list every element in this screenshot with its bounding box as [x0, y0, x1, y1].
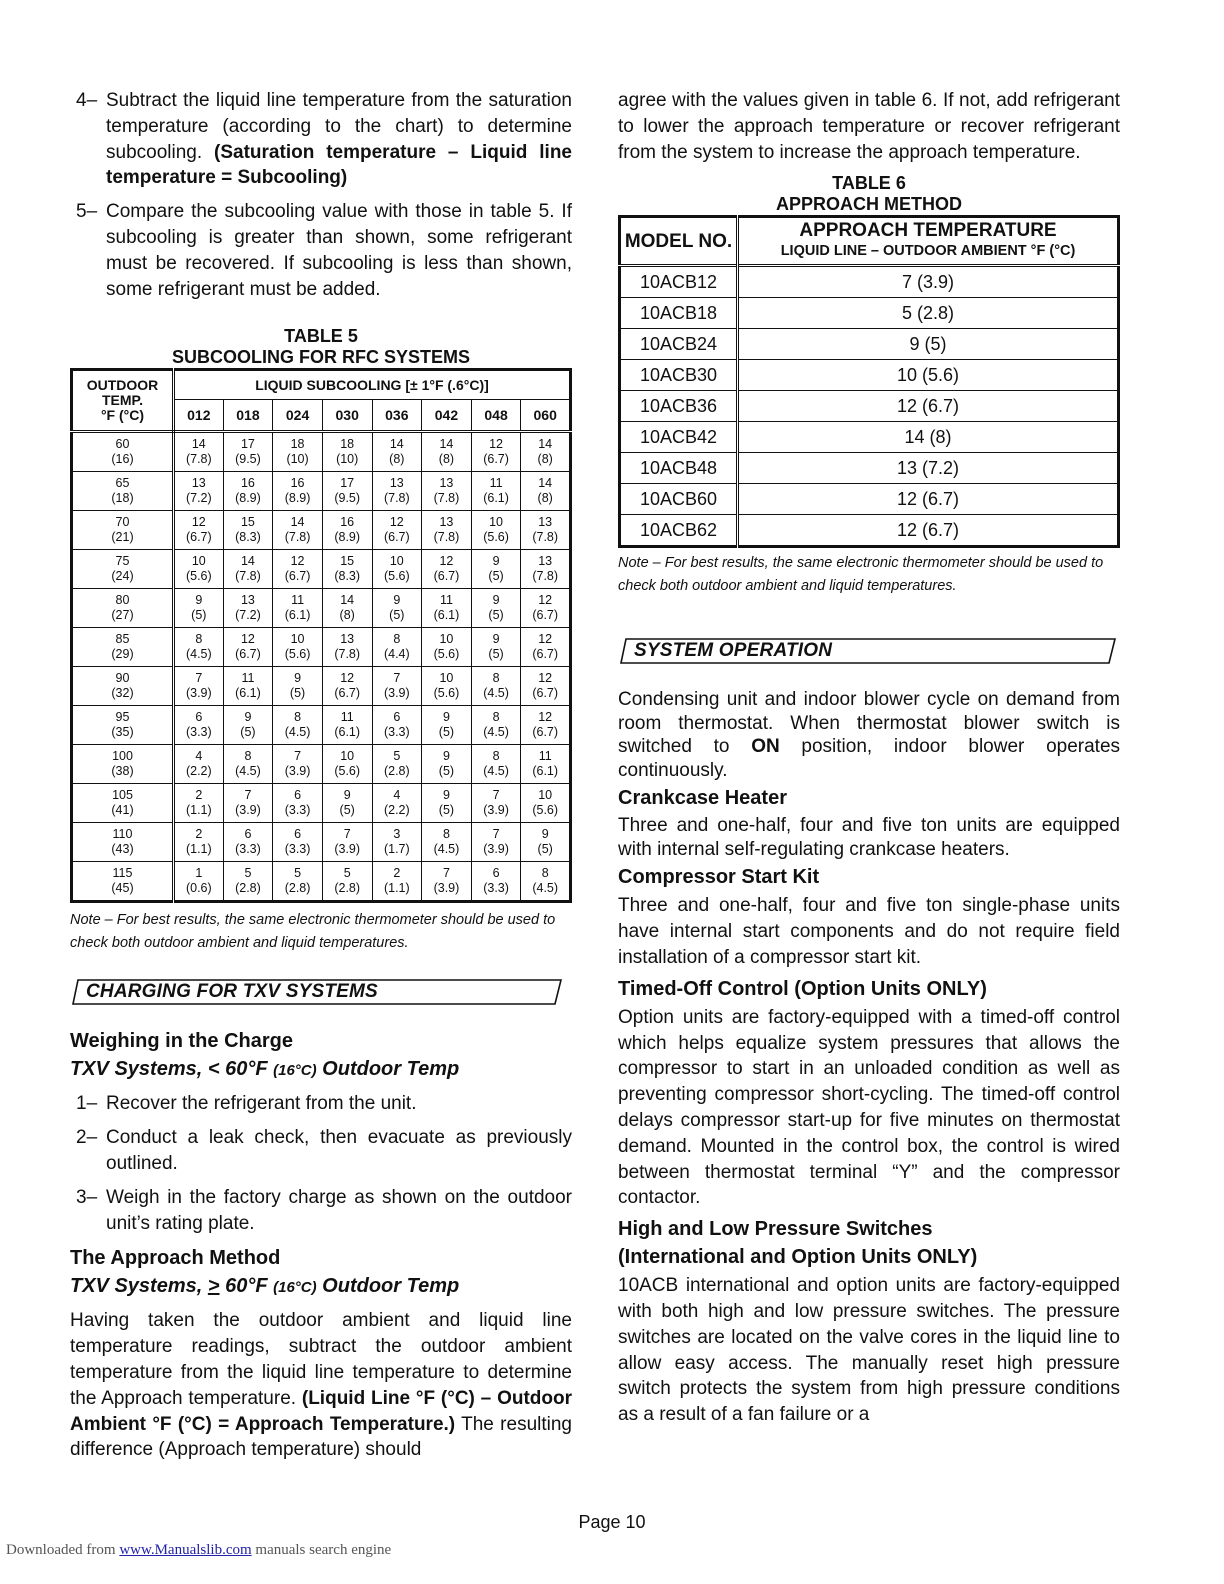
table-row	[72, 550, 571, 589]
table5-value-cell: 9 (5)	[223, 706, 273, 745]
step-item	[70, 1091, 572, 1117]
table5-value-cell: 14 (8)	[521, 432, 571, 472]
table-row	[620, 484, 1119, 515]
table-row	[72, 823, 571, 862]
table5-value-cell: 10 (5.6)	[422, 628, 472, 667]
table6-temp-cell: 12 (6.7)	[738, 515, 1119, 547]
pressure-switches-title: High and Low Pressure Switches (International and Option Units ONLY)	[618, 1218, 978, 1269]
table5-temp-cell: 90 (32)	[72, 667, 174, 706]
table5-value-cell: 17 (9.5)	[223, 432, 273, 472]
table5-value-cell: 8 (4.4)	[372, 628, 422, 667]
table5-value-cell: 13 (7.2)	[223, 589, 273, 628]
table5-value-cell: 13 (7.2)	[174, 472, 224, 511]
table5-value-cell: 6 (3.3)	[471, 862, 521, 902]
table5-value-cell: 8 (4.5)	[223, 745, 273, 784]
weighing-title: Weighing in the Charge	[70, 1030, 293, 1053]
table6-model-cell: 10ACB62	[620, 515, 738, 547]
table6-approach-header: APPROACH TEMPERATURE LIQUID LINE – OUTDOOR AMBIENT °F (°C)	[738, 217, 1119, 266]
step-number: 4–	[76, 90, 98, 111]
step-item	[70, 88, 572, 191]
pressure-switches-paragraph: 10ACB international and option units are factory-equipped with both high and low pressure switches. The pressure switches are located on the valve cores in the liquid line to allow easy access. The manually reset high pressure switch protects the system from high pressure conditions as a result of a fan failure or a	[618, 1275, 1120, 1426]
step-item	[70, 1125, 572, 1177]
table6-temp-cell: 14 (8)	[738, 422, 1119, 453]
table5-value-cell: 7 (3.9)	[174, 667, 224, 706]
table5-value-cell: 14 (7.8)	[223, 550, 273, 589]
table-row	[72, 472, 571, 511]
table-row	[620, 422, 1119, 453]
step-text: Conduct a leak check, then evacuate as previously outlined.	[106, 1127, 572, 1174]
table5-column-header: 042	[422, 400, 472, 432]
table5-temp-cell: 110 (43)	[72, 823, 174, 862]
table-row	[72, 862, 571, 902]
table5-value-cell: 5 (2.8)	[322, 862, 372, 902]
table-row	[72, 589, 571, 628]
table5-value-cell: 9 (5)	[422, 706, 472, 745]
table5-value-cell: 8 (4.5)	[471, 745, 521, 784]
table5-value-cell: 13 (7.8)	[372, 472, 422, 511]
table5-value-cell: 7 (3.9)	[322, 823, 372, 862]
table5-value-cell: 11 (6.1)	[521, 745, 571, 784]
table6-temp-cell: 7 (3.9)	[738, 266, 1119, 298]
table5-caption: TABLE 5 SUBCOOLING FOR RFC SYSTEMS	[171, 326, 470, 368]
step-item	[70, 1185, 572, 1237]
table5-value-cell: 14 (8)	[521, 472, 571, 511]
table5-value-cell: 14 (7.8)	[273, 511, 323, 550]
table6-temp-cell: 10 (5.6)	[738, 360, 1119, 391]
table5-value-cell: 2 (1.1)	[174, 784, 224, 823]
table-row	[620, 266, 1119, 298]
table-row	[72, 432, 571, 472]
table5-temp-cell: 85 (29)	[72, 628, 174, 667]
table5-column-header: 048	[471, 400, 521, 432]
table5-value-cell: 2 (1.1)	[174, 823, 224, 862]
table5-value-cell: 12 (6.7)	[521, 589, 571, 628]
table5-value-cell: 8 (4.5)	[471, 706, 521, 745]
table5-column-header: 036	[372, 400, 422, 432]
table5-value-cell: 9 (5)	[422, 745, 472, 784]
table5-value-cell: 13 (7.8)	[422, 472, 472, 511]
table6-model-cell: 10ACB24	[620, 329, 738, 360]
table5-value-cell: 12 (6.7)	[521, 706, 571, 745]
table5-value-cell: 7 (3.9)	[422, 862, 472, 902]
step-number: 2–	[76, 1127, 98, 1149]
table5-value-cell: 8 (4.5)	[174, 628, 224, 667]
table-row	[72, 511, 571, 550]
table-row	[620, 298, 1119, 329]
table5-value-cell: 11 (6.1)	[322, 706, 372, 745]
table5-value-cell: 6 (3.3)	[174, 706, 224, 745]
table6-temp-cell: 13 (7.2)	[738, 453, 1119, 484]
table5-column-header: 060	[521, 400, 571, 432]
table5-column-header: 024	[273, 400, 323, 432]
table5-value-cell: 16 (8.9)	[223, 472, 273, 511]
manualslib-link[interactable]: www.Manualslib.com	[119, 1542, 252, 1558]
table5-value-cell: 5 (2.8)	[273, 862, 323, 902]
table5-temp-cell: 70 (21)	[72, 511, 174, 550]
table5-value-cell: 7 (3.9)	[471, 784, 521, 823]
table-row	[620, 453, 1119, 484]
table-row	[72, 745, 571, 784]
table5-value-cell: 15 (8.3)	[223, 511, 273, 550]
table5-value-cell: 12 (6.7)	[422, 550, 472, 589]
table5-value-cell: 12 (6.7)	[471, 432, 521, 472]
table5-value-cell: 10 (5.6)	[372, 550, 422, 589]
table5-value-cell: 10 (5.6)	[471, 511, 521, 550]
table5-value-cell: 6 (3.3)	[273, 823, 323, 862]
table5-value-cell: 10 (5.6)	[322, 745, 372, 784]
table5-value-cell: 9 (5)	[422, 784, 472, 823]
table5-value-cell: 15 (8.3)	[322, 550, 372, 589]
table-row	[620, 329, 1119, 360]
weighing-subtitle: TXV Systems, < 60°F (16°C) Outdoor Temp	[70, 1058, 460, 1081]
table5-value-cell: 9 (5)	[471, 550, 521, 589]
approach-paragraph: Having taken the outdoor ambient and liquid line temperature readings, subtract the outdoor ambient temperature from the liquid line temperature to determine the Approach temperature. (Liquid Line °F (°C) – Outdoor Ambient °F (°C) = Approach Temperature.) The resulting difference (Approach temperature) should	[70, 1310, 572, 1461]
table6-model-cell: 10ACB30	[620, 360, 738, 391]
table5-value-cell: 6 (3.3)	[223, 823, 273, 862]
table5-value-cell: 14 (8)	[322, 589, 372, 628]
table5-column-header: 030	[322, 400, 372, 432]
table5-value-cell: 4 (2.2)	[372, 784, 422, 823]
table5-value-cell: 13 (7.8)	[422, 511, 472, 550]
timed-off-paragraph: Option units are factory-equipped with a timed-off control which helps equalize system pressures that allows the compressor to start in an unloaded condition as well as preventing compressor short-cycling. The timed-off control delays compressor start-up for five minutes on thermostat demand. Mounted in the control box, the control is wired between thermostat terminal “Y” and the compressor contactor.	[618, 1006, 1120, 1209]
table5-value-cell: 7 (3.9)	[223, 784, 273, 823]
steps-top	[70, 88, 572, 302]
table5-value-cell: 9 (5)	[174, 589, 224, 628]
table5-value-cell: 16 (8.9)	[273, 472, 323, 511]
table5-note: Note – For best results, the same electronic thermometer should be used to check both outdoor ambient and liquid temperatures.	[70, 912, 556, 952]
table6-model-cell: 10ACB48	[620, 453, 738, 484]
table6-temp-cell: 12 (6.7)	[738, 484, 1119, 515]
table6-note: Note – For best results, the same electronic thermometer should be used to check both outdoor ambient and liquid temperatures.	[618, 555, 1104, 595]
table-row	[620, 360, 1119, 391]
table6	[618, 215, 1120, 548]
steps-bottom	[70, 1091, 572, 1236]
table5-temp-cell: 95 (35)	[72, 706, 174, 745]
table5-temp-cell: 60 (16)	[72, 432, 174, 472]
table5-value-cell: 12 (6.7)	[174, 511, 224, 550]
crankcase-title: Crankcase Heater	[618, 787, 787, 810]
table5-column-header: 018	[223, 400, 273, 432]
table5-value-cell: 12 (6.7)	[322, 667, 372, 706]
table5-value-cell: 18 (10)	[322, 432, 372, 472]
table-row	[72, 628, 571, 667]
page-number: Page 10	[578, 1512, 646, 1532]
table5-value-cell: 11 (6.1)	[223, 667, 273, 706]
table5-value-cell: 6 (3.3)	[372, 706, 422, 745]
table5-value-cell: 13 (7.8)	[322, 628, 372, 667]
table5	[70, 368, 572, 903]
continued-paragraph: agree with the values given in table 6. If not, add refrigerant to lower the approach temperature or recover refrigerant from the system to increase the approach temperature.	[618, 90, 1120, 163]
table5-value-cell: 1 (0.6)	[174, 862, 224, 902]
step-text: Compare the subcooling value with those in table 5. If subcooling is greater than shown, some refrigerant must be recovered. If subcooling is less than shown, some refrigerant must be added.	[106, 201, 572, 300]
table5-value-cell: 10 (5.6)	[273, 628, 323, 667]
table6-temp-cell: 9 (5)	[738, 329, 1119, 360]
table5-column-header: 012	[174, 400, 224, 432]
right-column	[618, 88, 1120, 1428]
table5-value-cell: 7 (3.9)	[471, 823, 521, 862]
table5-value-cell: 9 (5)	[471, 589, 521, 628]
table5-value-cell: 11 (6.1)	[471, 472, 521, 511]
table6-model-cell: 10ACB36	[620, 391, 738, 422]
step-number: 3–	[76, 1186, 98, 1208]
table6-caption: TABLE 6 APPROACH METHOD	[775, 173, 962, 215]
table5-value-cell: 14 (8)	[372, 432, 422, 472]
step-text: Weigh in the factory charge as shown on the outdoor unit’s rating plate.	[106, 1186, 572, 1234]
table-row	[620, 515, 1119, 547]
table6-model-cell: 10ACB42	[620, 422, 738, 453]
table6-temp-cell: 5 (2.8)	[738, 298, 1119, 329]
compressor-paragraph: Three and one-half, four and five ton single-phase units have internal start components and do not require field installation of a compressor start kit.	[618, 895, 1120, 968]
download-notice: Downloaded from www.Manualslib.com manuals search engine	[6, 1542, 392, 1558]
table5-value-cell: 2 (1.1)	[372, 862, 422, 902]
table5-value-cell: 9 (5)	[322, 784, 372, 823]
left-column	[70, 88, 572, 1463]
table5-value-cell: 4 (2.2)	[174, 745, 224, 784]
step-number: 5–	[76, 201, 98, 223]
table-row	[620, 391, 1119, 422]
table6-model-cell: 10ACB60	[620, 484, 738, 515]
table5-temp-cell: 80 (27)	[72, 589, 174, 628]
table5-temp-cell: 100 (38)	[72, 745, 174, 784]
table5-temp-cell: 115 (45)	[72, 862, 174, 902]
table5-value-cell: 9 (5)	[521, 823, 571, 862]
table5-outdoor-header: OUTDOOR TEMP. °F (°C)	[72, 370, 174, 432]
table-row	[72, 706, 571, 745]
table5-value-cell: 6 (3.3)	[273, 784, 323, 823]
table5-value-cell: 12 (6.7)	[273, 550, 323, 589]
table6-model-cell: 10ACB18	[620, 298, 738, 329]
step-item	[70, 199, 572, 302]
table5-value-cell: 9 (5)	[372, 589, 422, 628]
table5-value-cell: 10 (5.6)	[174, 550, 224, 589]
table5-value-cell: 8 (4.5)	[471, 667, 521, 706]
table5-temp-cell: 105 (41)	[72, 784, 174, 823]
table5-value-cell: 3 (1.7)	[372, 823, 422, 862]
timed-off-title: Timed-Off Control (Option Units ONLY)	[618, 977, 987, 1000]
table6-temp-cell: 12 (6.7)	[738, 391, 1119, 422]
table5-value-cell: 13 (7.8)	[521, 550, 571, 589]
table5-temp-cell: 65 (18)	[72, 472, 174, 511]
step-text: Recover the refrigerant from the unit.	[106, 1093, 417, 1115]
table5-liquid-header: LIQUID SUBCOOLING [± 1°F (.6°C)]	[174, 370, 571, 400]
table5-value-cell: 8 (4.5)	[273, 706, 323, 745]
table5-value-cell: 11 (6.1)	[273, 589, 323, 628]
table5-value-cell: 12 (6.7)	[521, 667, 571, 706]
compressor-title: Compressor Start Kit	[618, 866, 820, 889]
table5-value-cell: 14 (7.8)	[174, 432, 224, 472]
table5-value-cell: 7 (3.9)	[372, 667, 422, 706]
table5-value-cell: 18 (10)	[273, 432, 323, 472]
txv-banner: CHARGING FOR TXV SYSTEMS	[72, 979, 572, 1005]
table5-value-cell: 8 (4.5)	[521, 862, 571, 902]
table-row	[72, 667, 571, 706]
system-operation-paragraph: Condensing unit and indoor blower cycle on demand from room thermostat. When thermostat blower switch is switched to ON position, indoor blower operates continuously.	[618, 689, 1121, 781]
table5-value-cell: 11 (6.1)	[422, 589, 472, 628]
table5-value-cell: 5 (2.8)	[223, 862, 273, 902]
table-row	[72, 784, 571, 823]
crankcase-paragraph: Three and one-half, four and five ton units are equipped with internal self-regulating crankcase heaters.	[618, 815, 1120, 860]
step-text: Subtract the liquid line temperature from the saturation temperature (according to the chart) to determine subcooling.	[106, 90, 572, 163]
table5-value-cell: 16 (8.9)	[322, 511, 372, 550]
table5-value-cell: 8 (4.5)	[422, 823, 472, 862]
table5-value-cell: 17 (9.5)	[322, 472, 372, 511]
table5-value-cell: 10 (5.6)	[422, 667, 472, 706]
table5-value-cell: 9 (5)	[471, 628, 521, 667]
table5-temp-cell: 75 (24)	[72, 550, 174, 589]
table5-value-cell: 12 (6.7)	[223, 628, 273, 667]
table5-value-cell: 7 (3.9)	[273, 745, 323, 784]
table5-value-cell: 13 (7.8)	[521, 511, 571, 550]
approach-subtitle: TXV Systems, > 60°F (16°C) Outdoor Temp	[70, 1275, 460, 1298]
table6-model-cell: 10ACB12	[620, 266, 738, 298]
step-number: 1–	[76, 1093, 98, 1115]
system-operation-banner: SYSTEM OPERATION	[620, 638, 1120, 664]
table6-model-header: MODEL NO.	[620, 217, 738, 266]
table5-value-cell: 14 (8)	[422, 432, 472, 472]
table5-value-cell: 12 (6.7)	[521, 628, 571, 667]
approach-title: The Approach Method	[70, 1247, 281, 1270]
table5-value-cell: 12 (6.7)	[372, 511, 422, 550]
table5-value-cell: 9 (5)	[273, 667, 323, 706]
table5-value-cell: 5 (2.8)	[372, 745, 422, 784]
table5-value-cell: 10 (5.6)	[521, 784, 571, 823]
step-bold-text: (Saturation temperature – Liquid line temperature = Subcooling)	[106, 141, 572, 189]
